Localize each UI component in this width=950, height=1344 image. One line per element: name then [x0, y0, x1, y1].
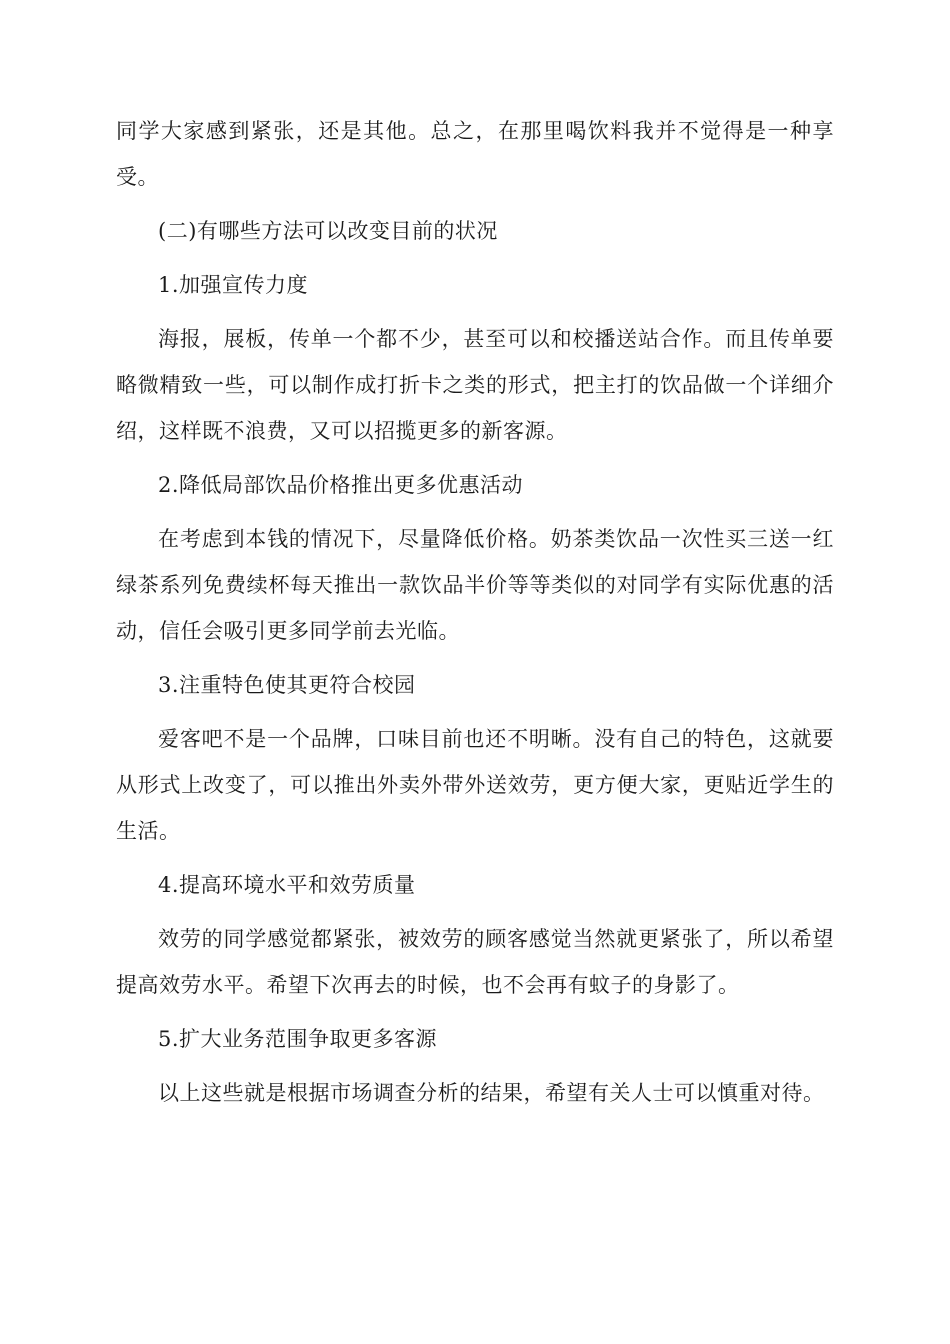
- subheading-3: 3.注重特色使其更符合校园: [158, 673, 416, 697]
- paragraph-2: 在考虑到本钱的情况下，尽量降低价格。奶茶类饮品一次性买三送一红绿茶系列免费续杯每天推出一款饮品半价等等类似的对同学有实际优惠的活动，信任会吸引更多同学前去光临。: [116, 527, 834, 643]
- section-heading: (二)有哪些方法可以改变目前的状况: [158, 219, 498, 243]
- paragraph-3: 爱客吧不是一个品牌，口味目前也还不明晰。没有自己的特色，这就要从形式上改变了，可以推出外卖外带外送效劳，更方便大家，更贴近学生的生活。: [116, 727, 834, 843]
- subheading-5: 5.扩大业务范围争取更多客源: [158, 1027, 438, 1051]
- paragraph-continuation: 同学大家感到紧张，还是其他。总之，在那里喝饮料我并不觉得是一种享受。: [116, 119, 834, 189]
- document-body: [116, 108, 834, 1124]
- subheading-1: 1.加强宣传力度: [158, 273, 309, 297]
- subheading-4: 4.提高环境水平和效劳质量: [158, 873, 416, 897]
- paragraph-4: 效劳的同学感觉都紧张，被效劳的顾客感觉当然就更紧张了，所以希望提高效劳水平。希望下次再去的时候，也不会再有蚊子的身影了。: [116, 927, 834, 997]
- subheading-2: 2.降低局部饮品价格推出更多优惠活动: [158, 473, 524, 497]
- paragraph-1: 海报，展板，传单一个都不少，甚至可以和校播送站合作。而且传单要略微精致一些，可以制作成打折卡之类的形式，把主打的饮品做一个详细介绍，这样既不浪费，又可以招揽更多的新客源。: [116, 327, 834, 443]
- paragraph-conclusion: 以上这些就是根据市场调查分析的结果，希望有关人士可以慎重对待。: [158, 1081, 825, 1105]
